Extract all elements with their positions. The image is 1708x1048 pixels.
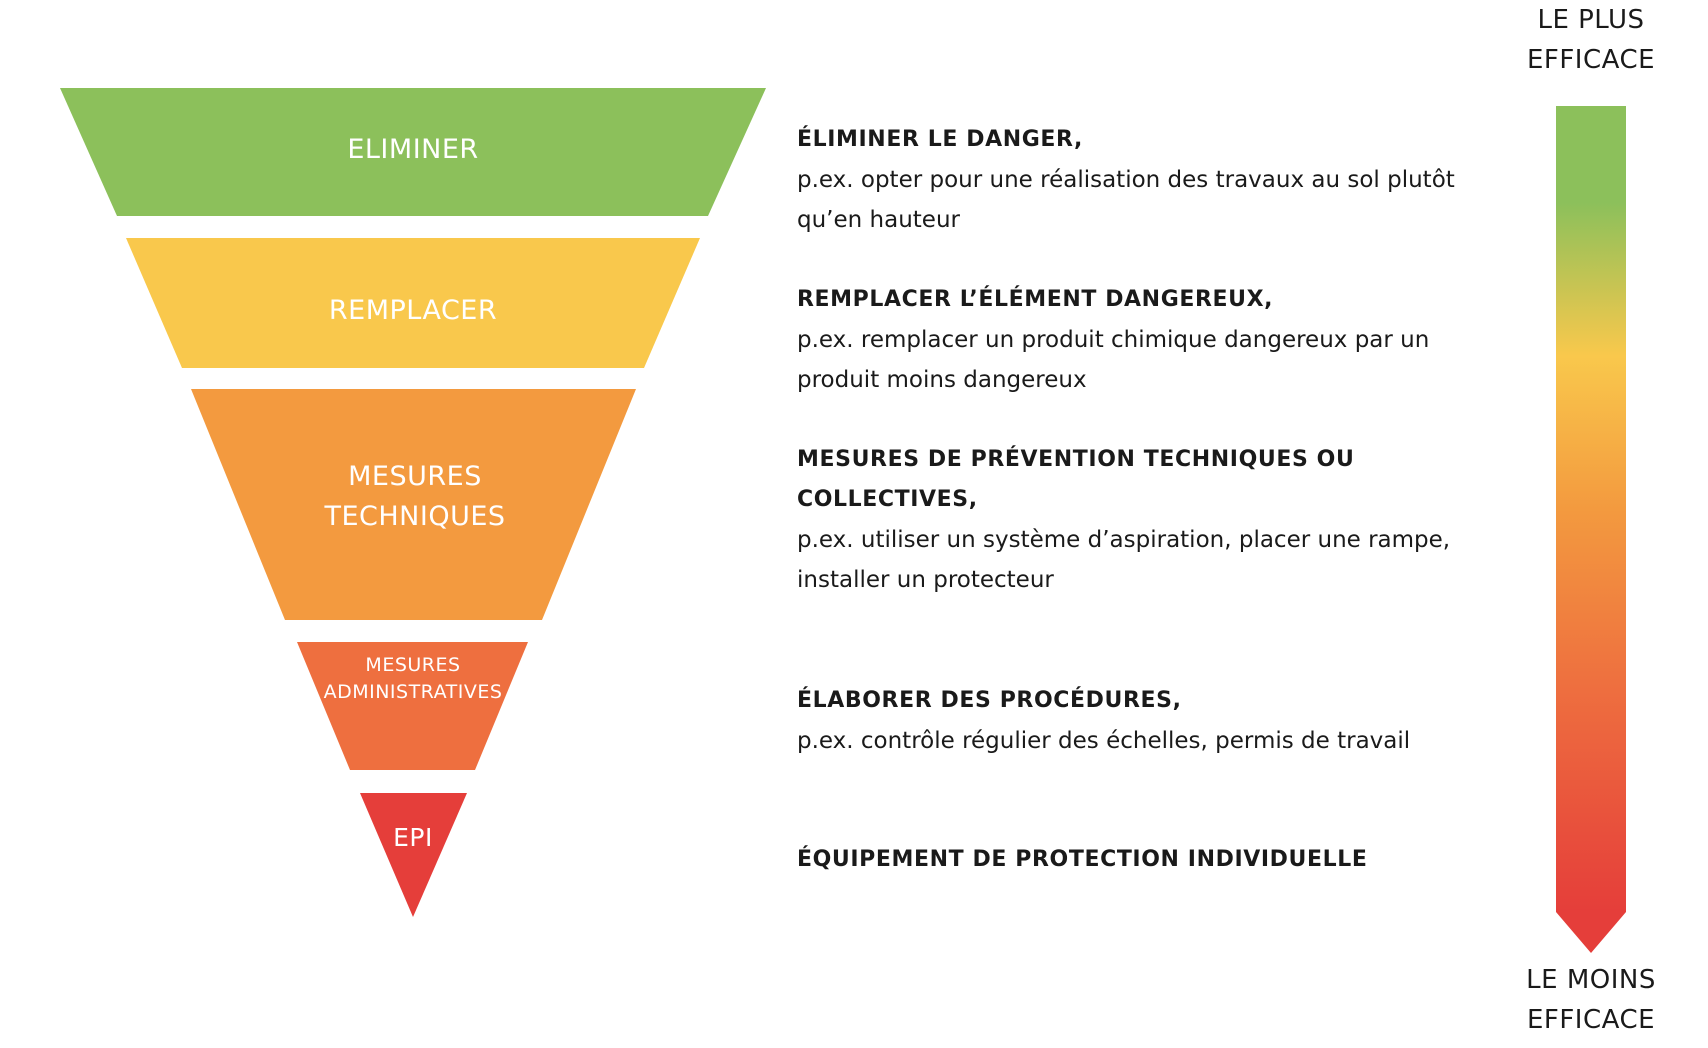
description-item bbox=[797, 280, 1497, 400]
pyramid-label-administrative bbox=[324, 652, 503, 706]
effectiveness-arrow-head bbox=[1556, 912, 1626, 953]
description-example: p.ex. opter pour une réalisation des travaux au sol plutôt bbox=[797, 167, 1455, 193]
most-effective-label bbox=[1491, 0, 1691, 80]
scale-label-line: LE PLUS bbox=[1537, 5, 1645, 35]
least-effective-label bbox=[1491, 960, 1691, 1040]
effectiveness-arrow-icon bbox=[1553, 106, 1629, 956]
pyramid-label-line: MESURES bbox=[348, 461, 482, 492]
description-item bbox=[797, 120, 1497, 240]
description-item bbox=[797, 440, 1497, 600]
pyramid-label-eliminate bbox=[347, 130, 478, 170]
pyramid-label-technical bbox=[324, 457, 505, 537]
scale-label-line: EFFICACE bbox=[1526, 1005, 1656, 1035]
pyramid-label-line: MESURES bbox=[365, 654, 461, 676]
description-title: MESURES DE PRÉVENTION TECHNIQUES OU COLLECTIVES, bbox=[797, 447, 1355, 512]
description-example: p.ex. contrôle régulier des échelles, permis de travail bbox=[797, 728, 1411, 754]
description-example: p.ex. utiliser un système d’aspiration, placer une rampe, bbox=[797, 527, 1451, 553]
scale-label-line: LE MOINS bbox=[1526, 965, 1656, 995]
pyramid-label-line: ELIMINER bbox=[347, 134, 479, 165]
pyramid-label-line: REMPLACER bbox=[328, 295, 498, 326]
description-example: produit moins dangereux bbox=[797, 367, 1087, 393]
description-example: p.ex. remplacer un produit chimique dangereux par un bbox=[797, 327, 1430, 353]
pyramid-label-line: EPI bbox=[393, 823, 433, 852]
description-title: ÉQUIPEMENT DE PROTECTION INDIVIDUELLE bbox=[797, 847, 1368, 872]
scale-label-line: EFFICACE bbox=[1526, 45, 1656, 75]
pyramid-label-line: TECHNIQUES bbox=[324, 501, 506, 532]
pyramid-label-line: ADMINISTRATIVES bbox=[323, 681, 503, 703]
description-title: REMPLACER L’ÉLÉMENT DANGEREUX, bbox=[797, 287, 1274, 312]
effectiveness-gradient-bar bbox=[1556, 106, 1626, 912]
description-example: installer un protecteur bbox=[797, 567, 1054, 593]
pyramid-label-ppe bbox=[393, 820, 433, 856]
description-item bbox=[797, 840, 1497, 880]
pyramid-label-replace bbox=[329, 291, 497, 331]
description-title: ÉLABORER DES PROCÉDURES, bbox=[797, 688, 1182, 713]
description-item bbox=[797, 681, 1497, 761]
description-title: ÉLIMINER LE DANGER, bbox=[797, 127, 1083, 152]
description-example: qu’en hauteur bbox=[797, 207, 960, 233]
